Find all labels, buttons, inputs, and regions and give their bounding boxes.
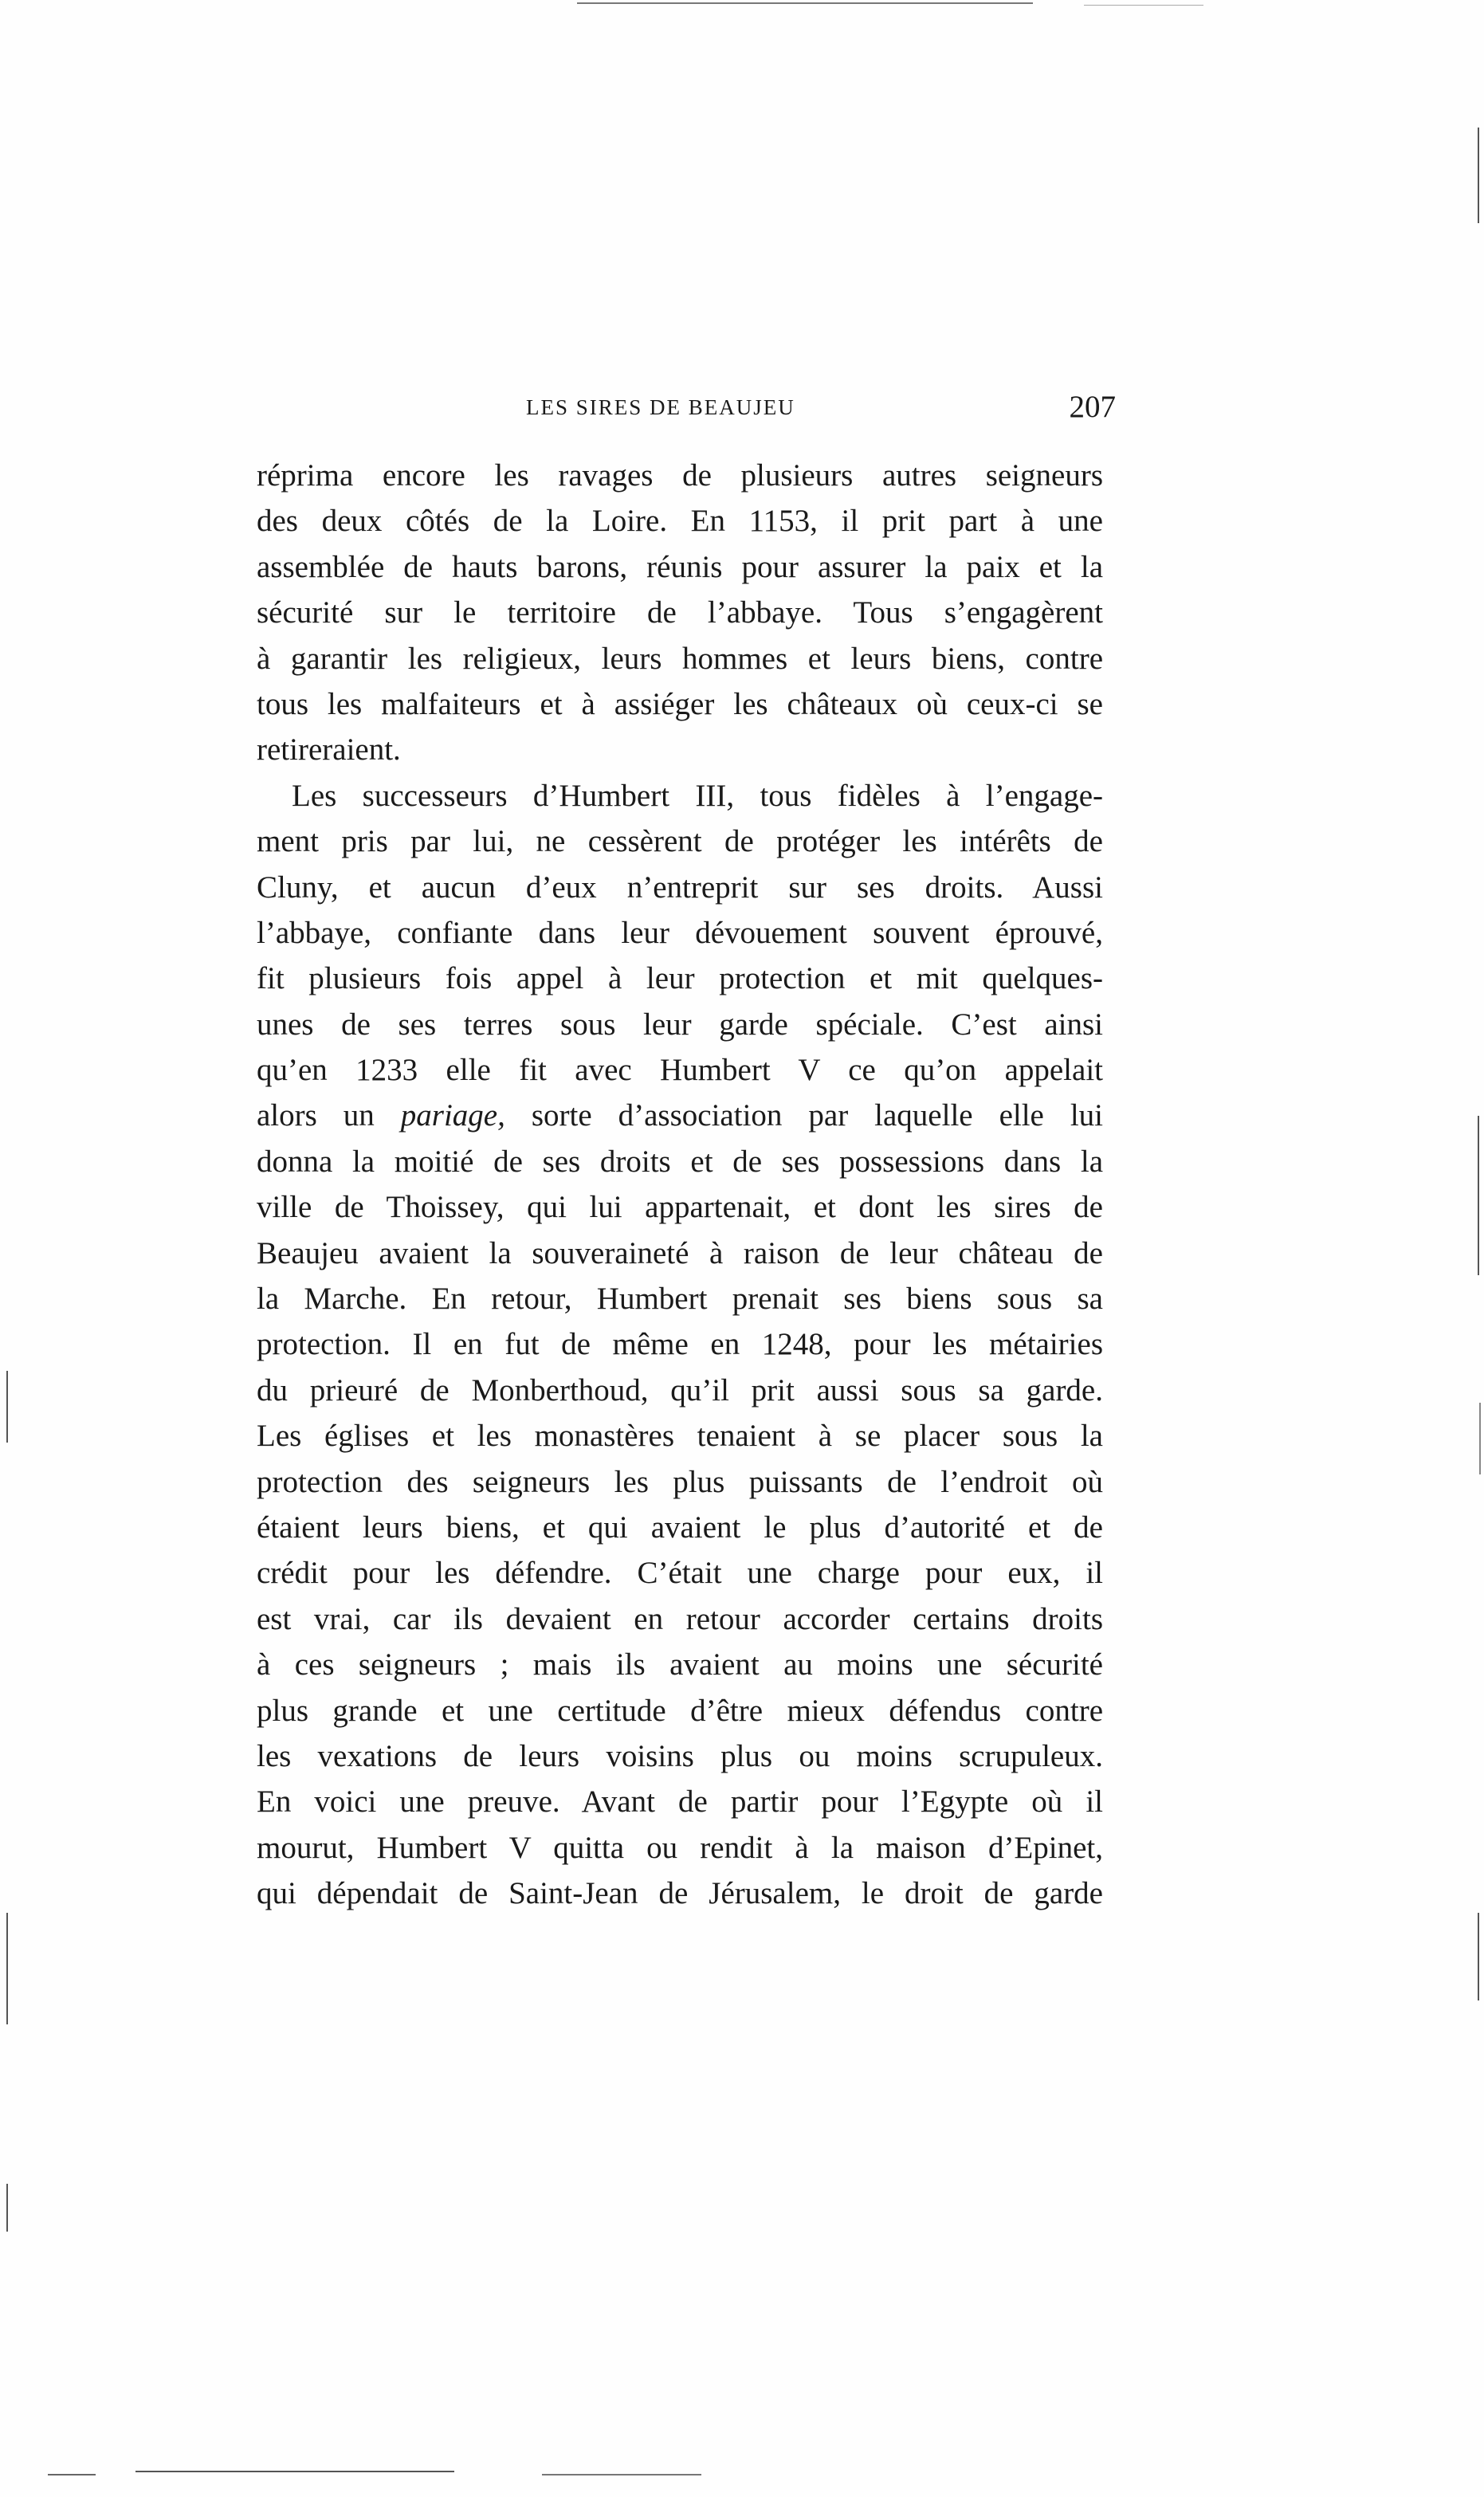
scan-edge-line [48,2474,96,2475]
text-line: crédit pour les défendre. C’était une charge pour eux, il [257,1556,1103,1591]
text-run: alors un [257,1098,375,1133]
text-line: retireraient. [257,732,401,768]
text-line: Les églises et les monastères tenaient à se placer sous la [257,1419,1103,1454]
text-line: Cluny, et aucun d’eux n’entreprit sur ses droits. Aussi [257,870,1103,905]
text-line: l’abbaye, confiante dans leur dévouement souvent éprouvé, [257,915,1103,950]
text-line: qu’en 1233 elle fit avec Humbert V ce qu’on appelait [257,1053,1103,1088]
text-line: tous les malfaiteurs et à assiéger les châteaux où ceux-ci se [257,686,1103,721]
text-line: donna la moitié de ses droits et de ses possessions dans la [257,1144,1103,1179]
text-line: Beaujeu avaient la souveraineté à raison de leur château de [257,1235,1103,1270]
scan-edge-line [577,2,1033,4]
text-line: les vexations de leurs voisins plus ou moins scrupuleux. [257,1738,1103,1773]
italic-term: pariage, [400,1098,505,1133]
text-line: fit plusieurs fois appel à leur protection et mit quelques- [257,961,1103,996]
text-line: étaient leurs biens, et qui avaient le plus d’autorité et de [257,1510,1103,1545]
text-line: à garantir les religieux, leurs hommes et leurs biens, contre [257,641,1103,676]
scan-edge-line [135,2471,454,2472]
scan-edge-line [542,2474,701,2475]
scan-margin-mark [1478,1913,1479,2000]
text-line: protection. Il en fut de même en 1248, pour les métairies [257,1327,1103,1362]
text-line: Les successeurs d’Humbert III, tous fidèles à l’engage- [292,778,1103,813]
text-line: est vrai, car ils devaient en retour accorder certains droits [257,1601,1103,1636]
text-line: la Marche. En retour, Humbert prenait ses biens sous sa [257,1282,1103,1317]
scan-margin-mark [1478,1116,1479,1275]
text-line: unes de ses terres sous leur garde spéciale. C’est ainsi [257,1007,1103,1042]
text-line: réprima encore les ravages de plusieurs autres seigneurs [257,458,1103,493]
text-line: ville de Thoissey, qui lui appartenait, et dont les sires de [257,1190,1103,1225]
scan-margin-mark [1479,1403,1481,1474]
scan-margin-mark [6,2184,8,2232]
text-line: qui dépendait de Saint-Jean de Jérusalem, le droit de garde [257,1876,1103,1911]
text-line: plus grande et une certitude d’être mieux défendus contre [257,1693,1103,1728]
scan-margin-mark [6,1913,8,2024]
text-line: des deux côtés de la Loire. En 1153, il prit part à une [257,504,1103,539]
text-line: à ces seigneurs ; mais ils avaient au moins une sécurité [257,1647,1103,1682]
text-line: En voici une preuve. Avant de partir pour l’Egypte où il [257,1784,1103,1820]
text-run: sorte d’association par laquelle elle lui [504,1098,1104,1133]
text-line: protection des seigneurs les plus puissants de l’endroit où [257,1464,1103,1499]
scan-margin-mark [1478,128,1479,223]
text-line: assemblée de hauts barons, réunis pour assurer la paix et la [257,549,1103,584]
running-title: LES SIRES DE BEAUJEU [526,395,795,419]
body-text [257,453,1103,1917]
scan-margin-mark [6,1371,8,1443]
text-line: sécurité sur le territoire de l’abbaye. Tous s’engagèrent [257,595,1103,630]
page-number: 207 [1069,390,1116,424]
text-line: ment pris par lui, ne cessèrent de protéger les intérêts de [257,824,1103,859]
text-line [257,1093,1103,1138]
text-line: mourut, Humbert V quitta ou rendit à la maison d’Epinet, [257,1830,1103,1865]
text-line: du prieuré de Monberthoud, qu’il prit aussi sous sa garde. [257,1372,1103,1408]
scan-edge-line [1084,5,1203,6]
running-header [255,390,1116,427]
